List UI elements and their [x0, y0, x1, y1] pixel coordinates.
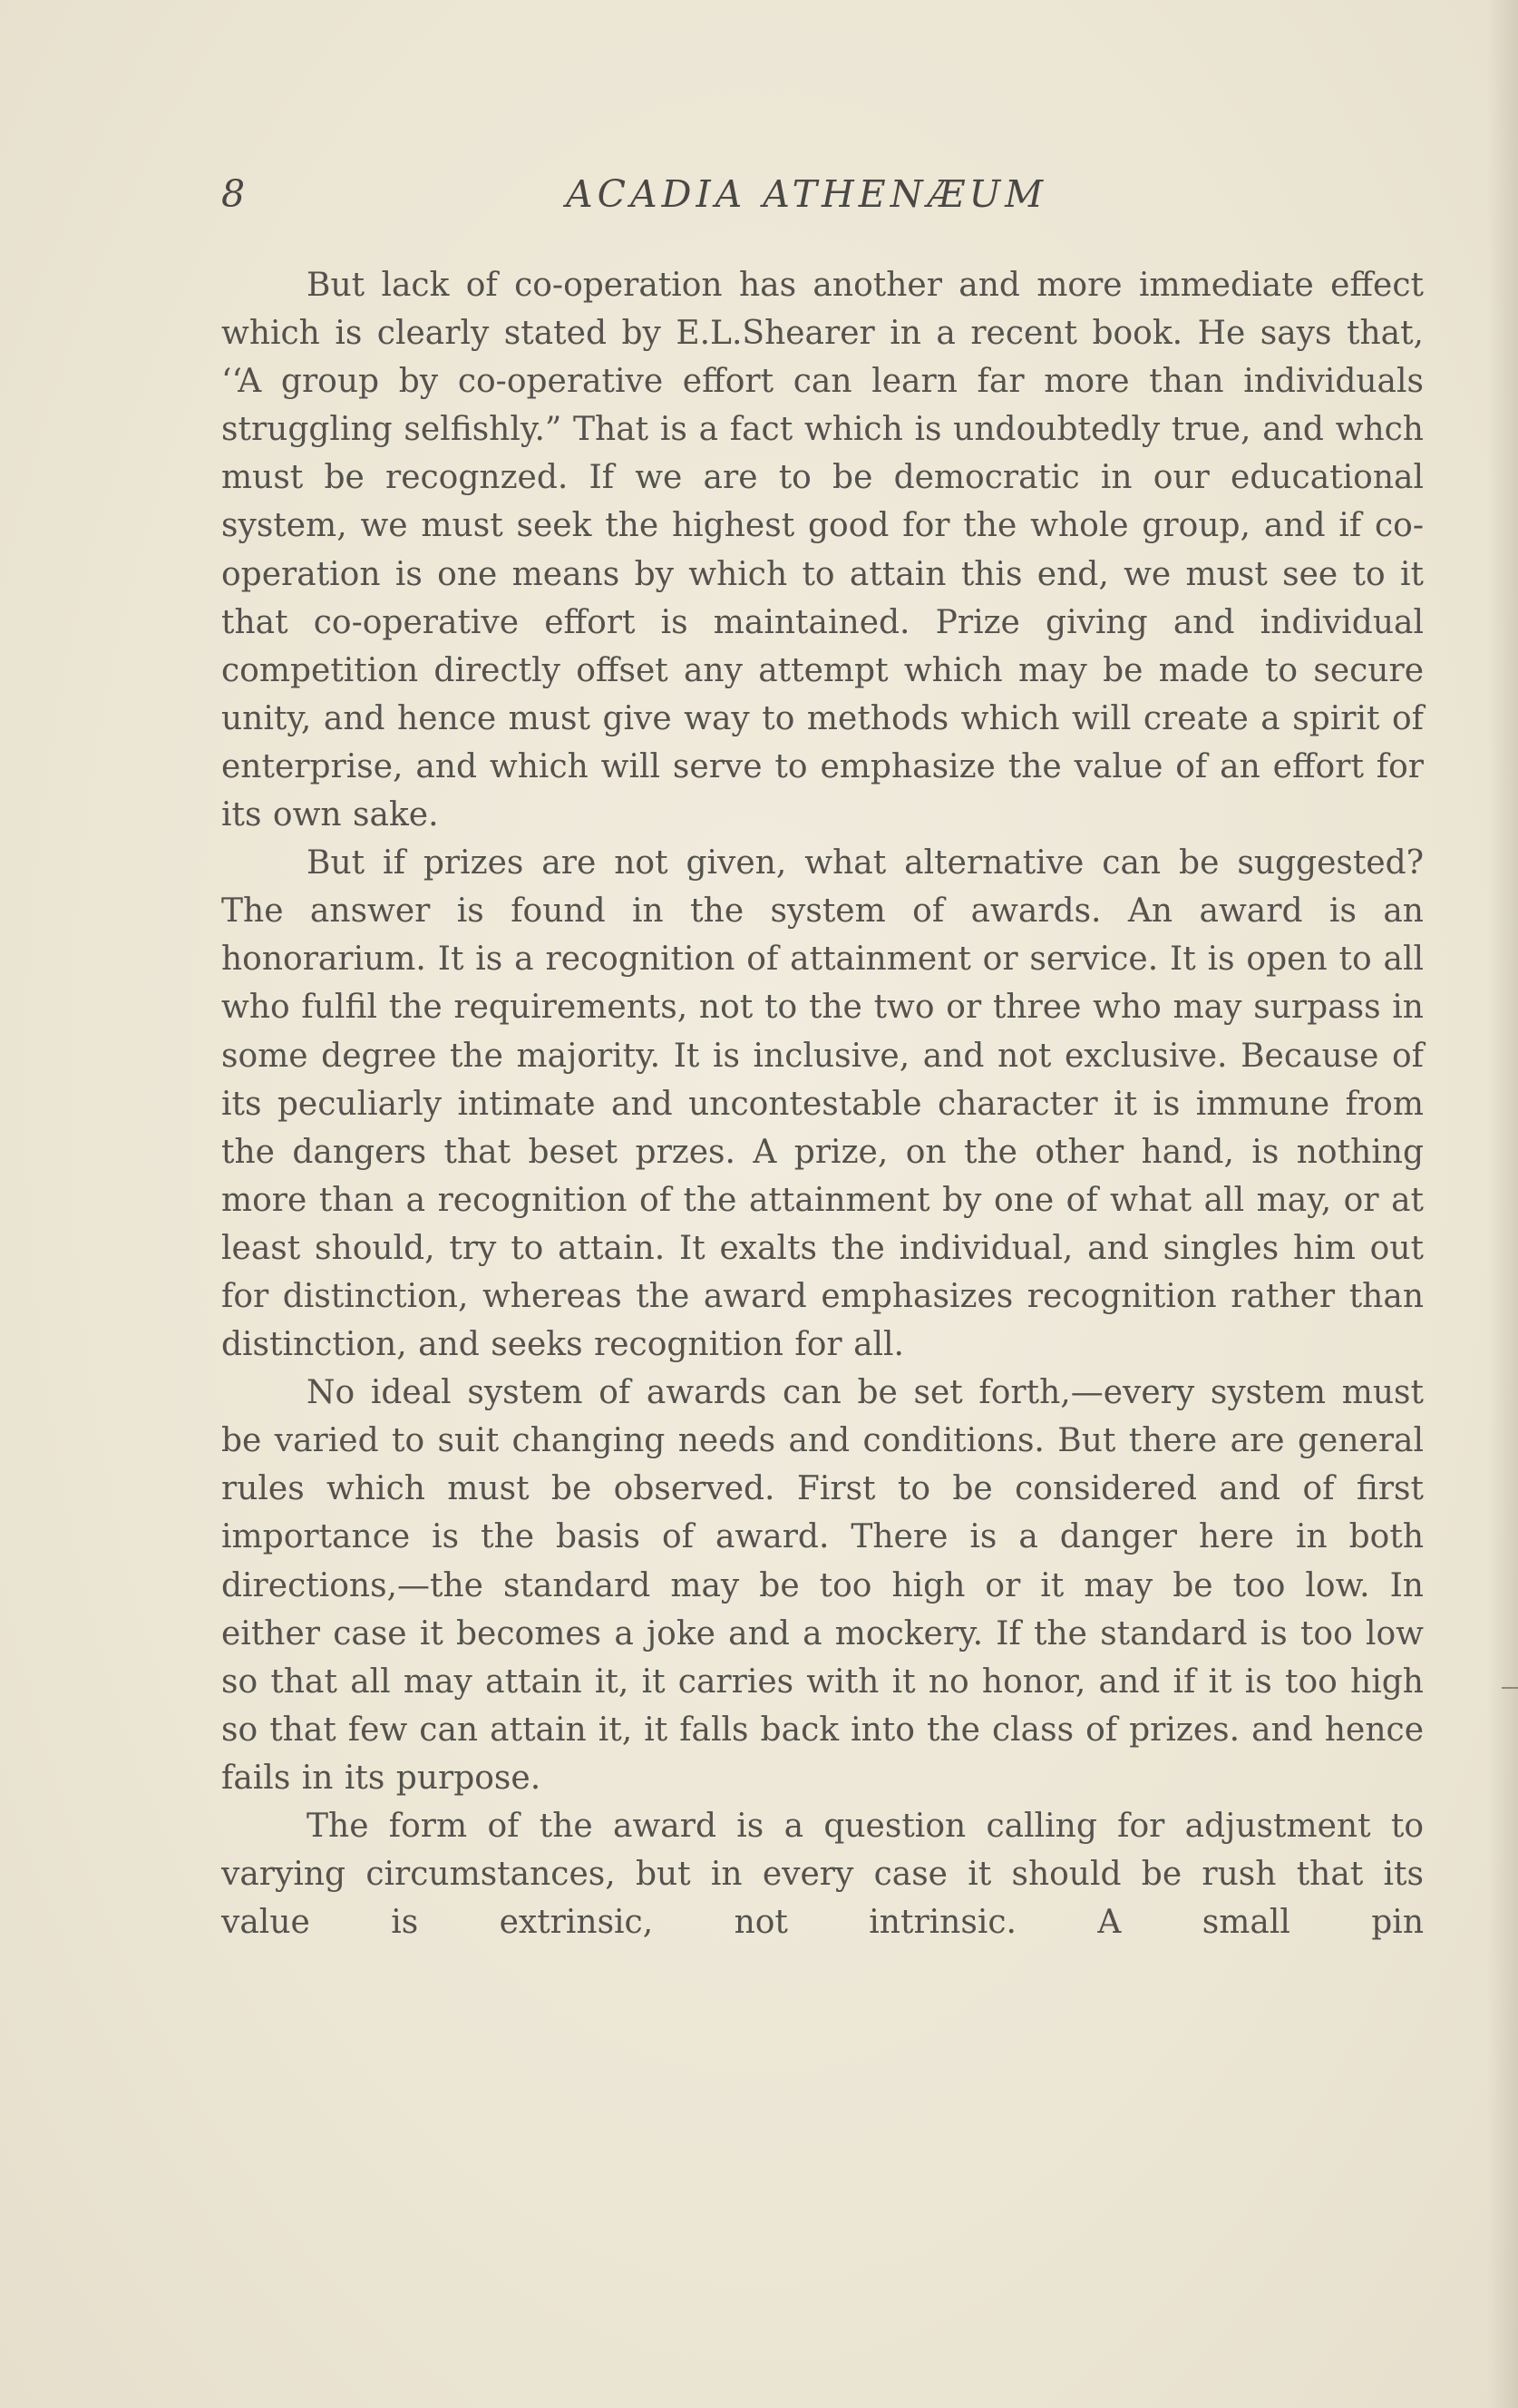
paragraph-award-form: The form of the award is a question calling for adjustment to varying circumstances, but in every case it should be rush that its value is extrinsic, not intrinsic. A small pin — [221, 1808, 1424, 1942]
paragraph-system-rules: No ideal system of awards can be set forth,—every system must be varied to suit changing needs and conditions. But there are general rules which must be observed. First to be considered and of first importance is the basis of award. There is a danger here in both directions,—the standard may be too high or it may be too low. In either case it becomes a joke and a mockery. If the standard is too low so that all may attain it, it carries with it no honor, and if it is too high so that few can attain it, it falls back into the class of prizes. and hence fails in its purpose. — [221, 1374, 1424, 1797]
running-header — [221, 172, 1427, 227]
page-number: 8 — [221, 172, 248, 216]
running-title: ACADIA ATHENÆUM — [566, 172, 1048, 216]
paragraph-awards-alternative: But if prizes are not given, what alternative can be suggested? The answer is found in the system of awards. An award is an honorarium. It is a recognition of attainment or service. It is open to all who fulfil the requirements, not to the two or three who may surpass in some degree the majority. It is inclusive, and not exclusive. Because of its peculiarly intimate and uncontestable character it is immune from the dangers that beset przes. A prize, on the other hand, is nothing more than a recognition of the attainment by one of what all may, or at least should, try to attain. It exalts the individual, and singles him out for distinction, whereas the award emphasizes recognition rather than distinction, and seeks recognition for all. — [221, 844, 1424, 1364]
article-body — [221, 261, 1424, 1946]
edge-mark — [1502, 1687, 1518, 1689]
page-edge-shadow — [1487, 0, 1518, 2408]
paragraph-cooperation: But lack of co-operation has another and more immediate effect which is clearly stated by E.L.Shearer in a recent book. He says that, ‘‘A group by co-operative effort can learn far more than individuals struggling selfishly.” That is a fact which is undoubtedly true, and whch must be recognzed. If we are to be democratic in our educational system, we must seek the highest good for the whole group, and if co-operation is one means by which to attain this end, we must see to it that co-operative effort is maintained. Prize giving and individual competition directly offset any attempt which may be made to secure unity, and hence must give way to methods which will create a spirit of enterprise, and which will serve to emphasize the value of an effort for its own sake. — [221, 267, 1424, 834]
